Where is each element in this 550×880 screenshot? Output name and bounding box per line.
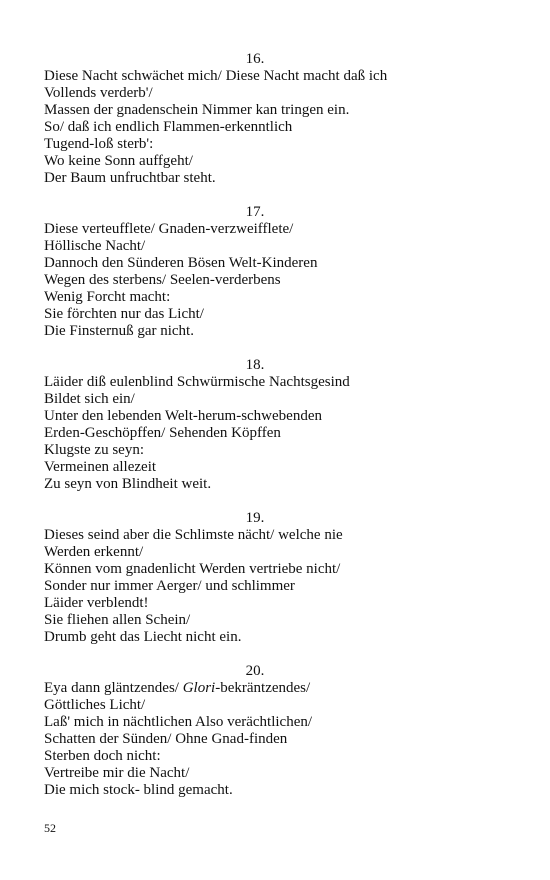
verse-line: Der Baum unfruchtbar steht. [44,170,216,186]
verse-line: Unter den lebenden Welt-herum-schwebenden [44,408,322,424]
verse-line [44,680,484,697]
verse-line: Massen der gnadenschein Nimmer kan tringen ein. [44,102,350,118]
stanza-number: 19. [245,510,265,526]
verse-line: Göttliches Licht/ [44,697,146,713]
poem [44,51,484,816]
verse-line: Werden erkennt/ [44,544,144,560]
verse-line: Zu seyn von Blindheit weit. [44,476,212,492]
verse-line: Vermeinen allezeit [44,459,157,475]
verse-line: Dannoch den Sünderen Bösen Welt-Kinderen [44,255,318,271]
verse-line-end: -bekräntzendes/ [215,680,311,696]
stanza-20 [44,663,484,799]
stanza-17 [44,204,484,340]
verse-line: Wo keine Sonn auffgeht/ [44,153,193,169]
stanza-number: 16. [245,51,265,67]
verse-line: Wenig Forcht macht: [44,289,171,305]
verse-line: Die mich stock- blind gemacht. [44,782,233,798]
verse-line: Tugend-loß sterb': [44,136,154,152]
stanza-number: 20. [245,663,265,679]
verse-line: Sie fliehen allen Schein/ [44,612,191,628]
verse-line: Sonder nur immer Aerger/ und schlimmer [44,578,295,594]
verse-line: Diese verteufflete/ Gnaden-verzweifflete/ [44,221,294,237]
verse-line: Sie förchten nur das Licht/ [44,306,204,322]
verse-line: Erden-Geschöpffen/ Sehenden Köpffen [44,425,281,441]
verse-line: Vertreibe mir die Nacht/ [44,765,190,781]
stanza-number: 18. [245,357,265,373]
verse-line: Drumb geht das Liecht nicht ein. [44,629,242,645]
verse-line: Diese Nacht schwächet mich/ Diese Nacht macht daß ich [44,68,388,84]
verse-line: Wegen des sterbens/ Seelen-verderbens [44,272,281,288]
verse-line: Klugste zu seyn: [44,442,144,458]
verse-line: Bildet sich ein/ [44,391,135,407]
verse-line: Schatten der Sünden/ Ohne Gnad-finden [44,731,288,747]
stanza-19 [44,510,484,646]
verse-line: Läider verblendt! [44,595,149,611]
italic-word: Glori [182,680,216,696]
verse-line-start: Eya dann gläntzendes/ [44,680,183,696]
stanza-number: 17. [245,204,265,220]
verse-line: So/ daß ich endlich Flammen-erkenntlich [44,119,293,135]
page-number: 52 [44,821,56,835]
verse-line: Höllische Nacht/ [44,238,146,254]
verse-line: Die Finsternuß gar nicht. [44,323,194,339]
verse-line: Laß' mich in nächtlichen Also verächtlichen/ [44,714,313,730]
stanza-18 [44,357,484,493]
verse-line: Dieses seind aber die Schlimste nächt/ welche nie [44,527,343,543]
stanza-16 [44,51,484,187]
verse-line: Sterben doch nicht: [44,748,161,764]
verse-line: Vollends verderb'/ [44,85,153,101]
verse-line: Läider diß eulenblind Schwürmische Nachtsgesind [44,374,350,390]
verse-line: Können vom gnadenlicht Werden vertriebe nicht/ [44,561,341,577]
